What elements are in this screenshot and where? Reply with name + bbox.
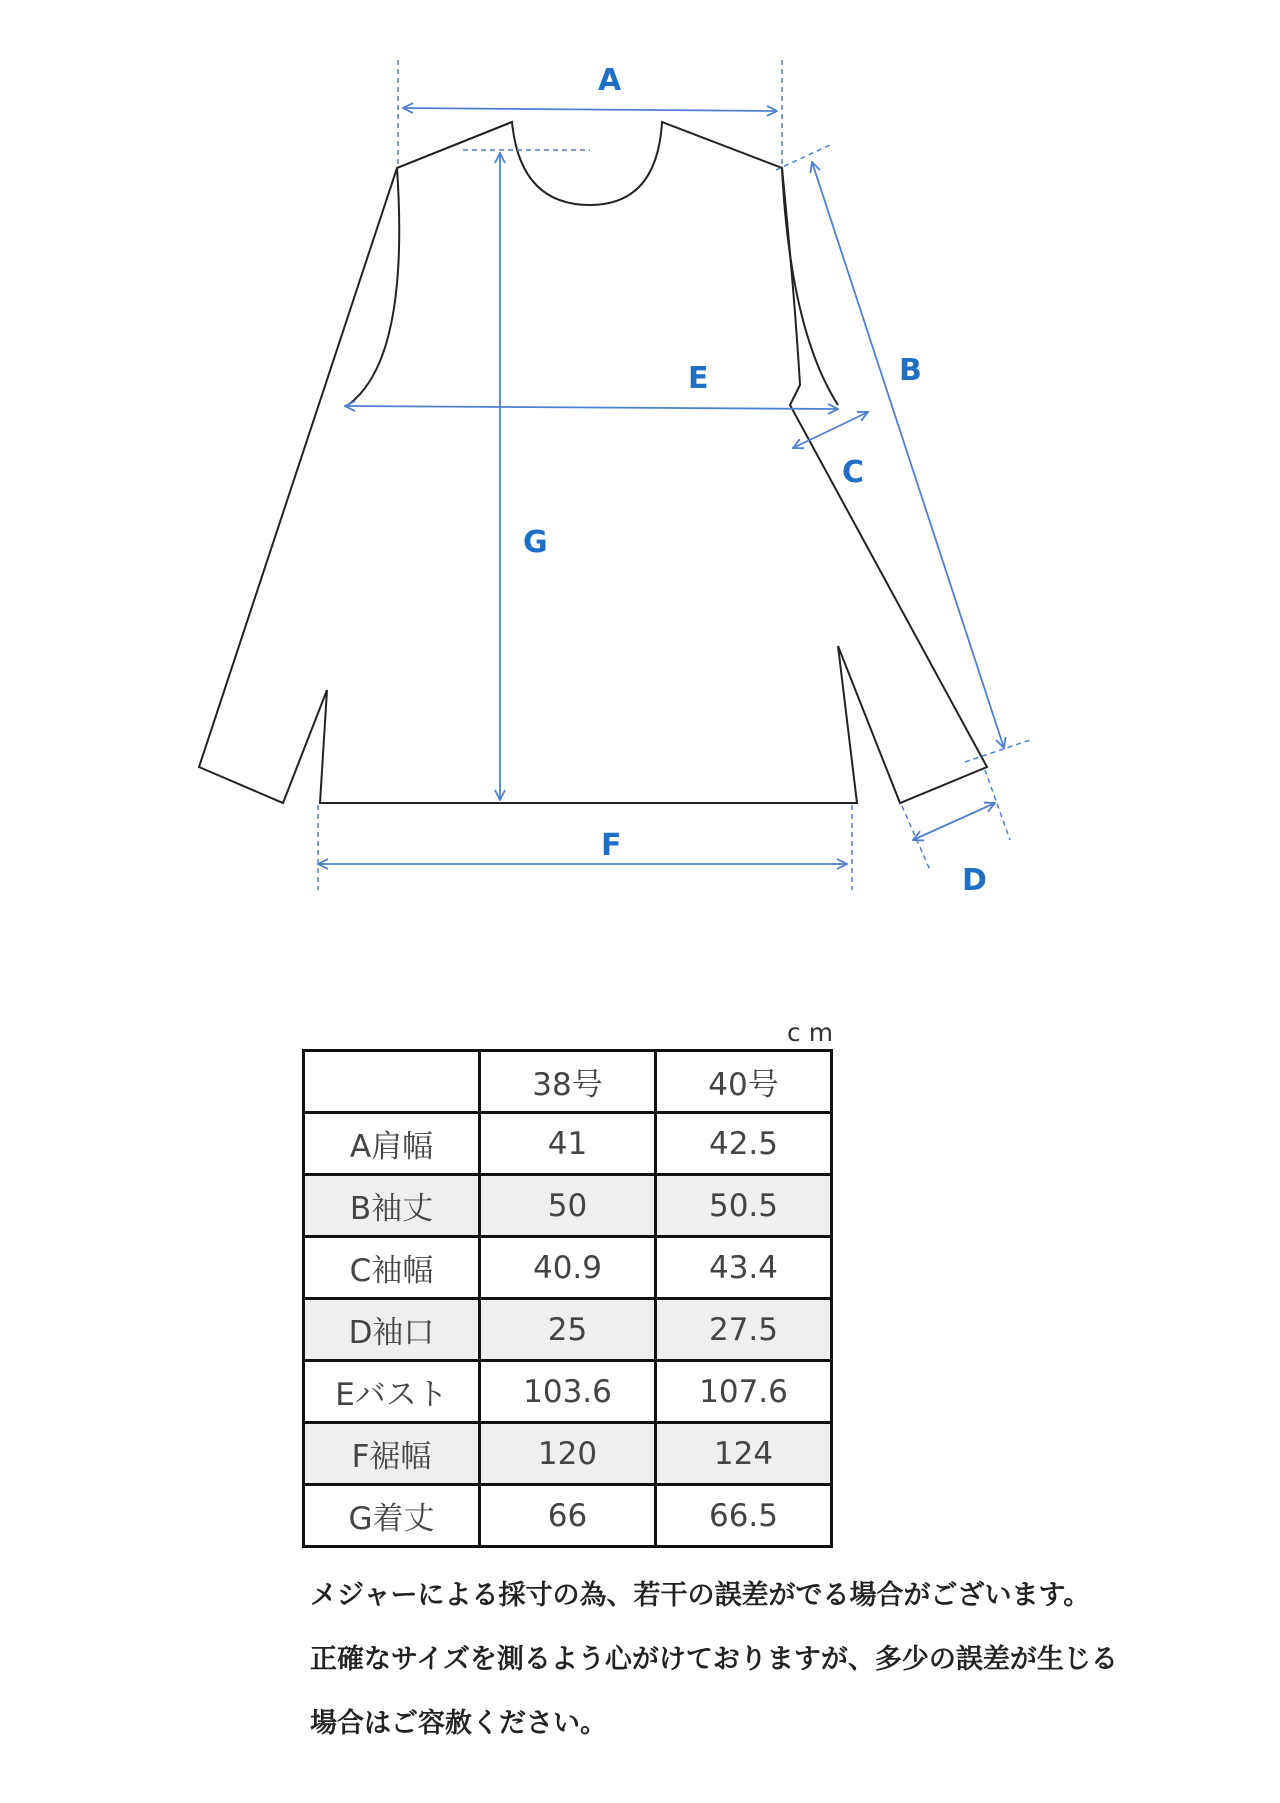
header-cell-40: 40号 [656,1051,832,1113]
cell-38: 103.6 [480,1361,656,1423]
label-d: D [962,863,987,898]
label-g: G [523,525,548,560]
table-row [304,1485,832,1547]
arrow-a [403,108,777,111]
cell-38: 25 [480,1299,656,1361]
cell-40: 42.5 [656,1113,832,1175]
row-label: A肩幅 [304,1113,480,1175]
label-e: E [688,361,709,396]
cell-40: 27.5 [656,1299,832,1361]
table-row [304,1361,832,1423]
header-cell-corner [304,1051,480,1113]
label-a: A [598,63,622,98]
cell-38: 50 [480,1175,656,1237]
cell-40: 124 [656,1423,832,1485]
cell-38: 120 [480,1423,656,1485]
label-c: C [842,455,865,490]
row-label: Eバスト [304,1361,480,1423]
cell-40: 66.5 [656,1485,832,1547]
row-label: B袖丈 [304,1175,480,1237]
row-label: G着丈 [304,1485,480,1547]
row-label: D袖口 [304,1299,480,1361]
measurement-arrows [318,108,1004,864]
label-f: F [601,828,622,863]
cell-38: 40.9 [480,1237,656,1299]
unit-label: cm [787,1018,842,1047]
arrow-b [812,162,1004,748]
table-header-row [304,1051,832,1113]
cell-38: 41 [480,1113,656,1175]
note-line: メジャーによる採寸の為、若干の誤差がでる場合がございます。 [310,1580,1091,1611]
cell-40: 107.6 [656,1361,832,1423]
table-row [304,1175,832,1237]
cell-40: 50.5 [656,1175,832,1237]
measurement-labels [523,63,987,898]
note-line: 正確なサイズを測るよう心がけておりますが、多少の誤差が生じる [310,1644,1118,1675]
cell-38: 66 [480,1485,656,1547]
shirt-outline [199,122,987,803]
table-row [304,1113,832,1175]
size-table [302,1049,833,1548]
cell-40: 43.4 [656,1237,832,1299]
guide-lines [318,60,1030,890]
table-row [304,1299,832,1361]
row-label: C袖幅 [304,1237,480,1299]
note-line: 場合はご容赦ください。 [310,1708,607,1739]
label-b: B [899,353,922,388]
arrow-e [345,406,838,409]
notes [310,1573,1270,1765]
table-row [304,1237,832,1299]
arrow-d [913,803,995,840]
table-row [304,1423,832,1485]
row-label: F裾幅 [304,1423,480,1485]
header-cell-38: 38号 [480,1051,656,1113]
